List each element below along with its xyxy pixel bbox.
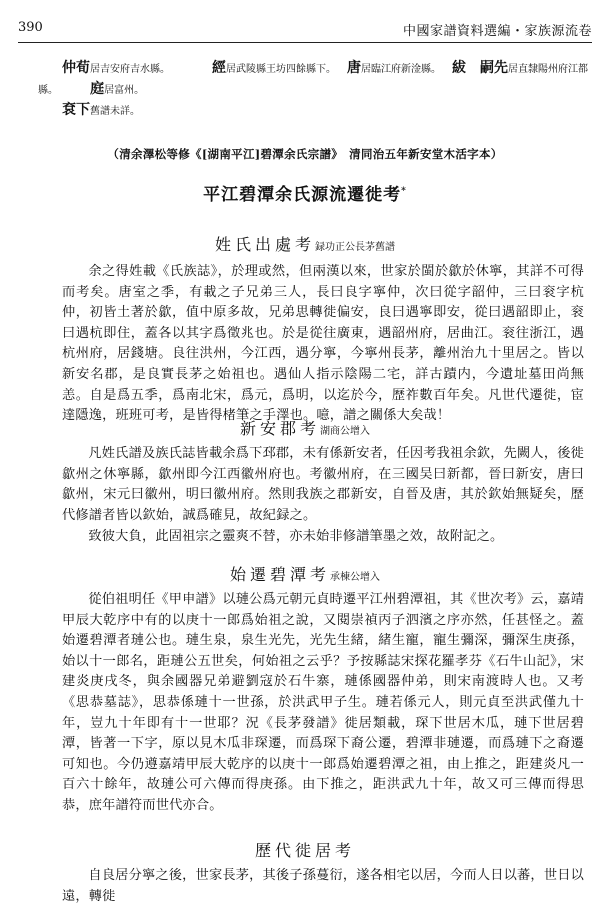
section-paragraph: 從伯祖明任《甲申譜》以璉公爲元朝元貞時遷平江州碧潭祖，其《世次考》云，嘉靖甲辰大乾序中有的以庚十一郎爲始祖之說，又閱崇禎丙子泗濱之序亦然，任甚怪之。蓋始遷碧潭者璉公也。璉生泉，泉生光先，光先生緒，緒生寵，寵生彌深，彌深生庚孫，始以十一郎名，距璉公五世矣，何始祖之云乎？予按縣誌宋探花羅孝芬《石牛山記》，宋建炎庚戌冬，與余國器兄弟避劉寇於石牛寨，璉係國器仲弟，則宋南渡時人也。又考《思恭墓誌》，思恭係璉十一世孫，於洪武甲子生。璉若係元人，則元貞至洪武僅九十年，豈九十年即有十一世耶？況《長茅發譜》徙居類載，琛下世居木瓜，璉下世居碧潭，皆著一下字，原以見木瓜非琛遷，而爲琛下裔公遷，碧潭非璉遷，而爲璉下之裔遷可知也。今仍遵嘉靖甲辰大乾序的以庚十一郎爲始遷碧潭之祖，由上推之，距建炎凡一百六十餘年，故璉公可六傳而得庚孫。由下推之，距洪武九十年，故又可三傳而得思恭，庶年譜符而世代亦合。	[62, 592, 584, 813]
section-title: 始遷碧潭考	[229, 565, 330, 584]
footnote-mark: *	[401, 186, 407, 197]
section-heading	[0, 232, 610, 255]
person-note: 縣。	[38, 85, 58, 96]
section-heading	[0, 838, 610, 861]
person-note: 居富州。	[104, 85, 145, 96]
person-note: 舊譜未詳。	[90, 106, 140, 117]
lineage-names-block	[38, 58, 588, 121]
person-name: 經	[212, 60, 226, 76]
section-title: 新安郡考	[239, 419, 320, 438]
section-title: 姓氏出處考	[214, 235, 315, 254]
article-title	[0, 180, 610, 205]
page-number: 390	[18, 20, 43, 35]
section-paragraph: 自良居分寧之後，世家長茅，其後子孫蔓衍，遂各相宅以居，今而人日以蕃，世日以遠，轉徙	[62, 868, 584, 904]
section-title: 歷代徙居考	[254, 841, 355, 860]
section-paragraph: 凡姓氏譜及族氏誌皆載余爲下邳郡，未有係新安者，任因考我祖余欽，先闕人，後徙歙州之休寧縣，歙州即今江西徽州府也。考徽州府，在三國吴曰新都，晉曰新安，唐曰歙州，宋元曰徽州，明曰徽州府。然則我族之郡新安，自晉及唐，其於欽始無疑矣，歷代修譜者皆以欽始，誠爲確見，故紀録之。	[62, 446, 584, 523]
section-note: 承棟公增入	[330, 572, 380, 583]
person-name: 仲荀	[62, 60, 90, 76]
person-name: 唐	[347, 60, 361, 76]
person-note: 居武陵縣王坊四餘縣下。	[226, 64, 336, 75]
section-note: 録功正公長茅舊譜	[315, 242, 395, 253]
book-title: 中國家譜資料選編・家族源流卷	[402, 24, 592, 39]
section-heading	[0, 416, 610, 439]
person-name: 紱 嗣先	[452, 60, 508, 76]
article-title-text: 平江碧潭余氏源流遷徙考	[203, 185, 402, 205]
names-row-3	[62, 100, 582, 121]
names-row-2	[38, 79, 582, 100]
section-paragraph: 致彼大負，此固祖宗之靈爽不替，亦未始非修譜筆墨之效，故附記之。	[88, 529, 504, 544]
person-name: 袞下	[62, 102, 90, 118]
source-citation: （清余澤松等修《[湖南平江]碧潭余氏宗譜》 清同治五年新安堂木活字本）	[107, 147, 503, 161]
section-note: 湖商公增入	[320, 426, 370, 437]
running-header	[18, 16, 592, 43]
section-paragraph: 余之得姓載《氏族誌》，於理或然，但兩漢以來，世家於閩於歙於休寧，其詳不可得而考矣。唐室之季，有載之子兄弟三人，長曰良字寧仲，次曰從字韶仲，三曰衮字杭仲，初皆土著於歙，值中原多故，兄弟思轉徙偏安，良曰遇寧即安，從曰遇韶即止，衮曰遇杭即住，蓋各以其字爲徵兆也。於是從往廣東，遇韶州府，居曲江。衮往浙江，遇杭州府，居錢塘。良往洪州，今江西，遇分寧，今寧州長茅，離州治九十里居之。皆以新安名郡，是良實長茅之始祖也。遇仙人指示陰陽二宅，詳古蹟内，今遺址墓田尚無恙。自是爲五季，爲南北宋，爲元，爲明，以迄於今，歷祚數百年矣。凡世代遷徙，宦達隱逸，班班可考，是皆得楮筆之手澤也。噫，譜之關係大矣哉！	[62, 264, 584, 424]
names-row-1	[62, 58, 588, 79]
section-heading	[0, 562, 610, 585]
person-note: 居臨江府新淦縣。	[361, 64, 441, 75]
person-name: 庭	[90, 81, 105, 97]
person-note: 居直隸陽州府江都	[508, 64, 588, 75]
person-note: 居吉安府吉水縣。	[90, 64, 170, 75]
